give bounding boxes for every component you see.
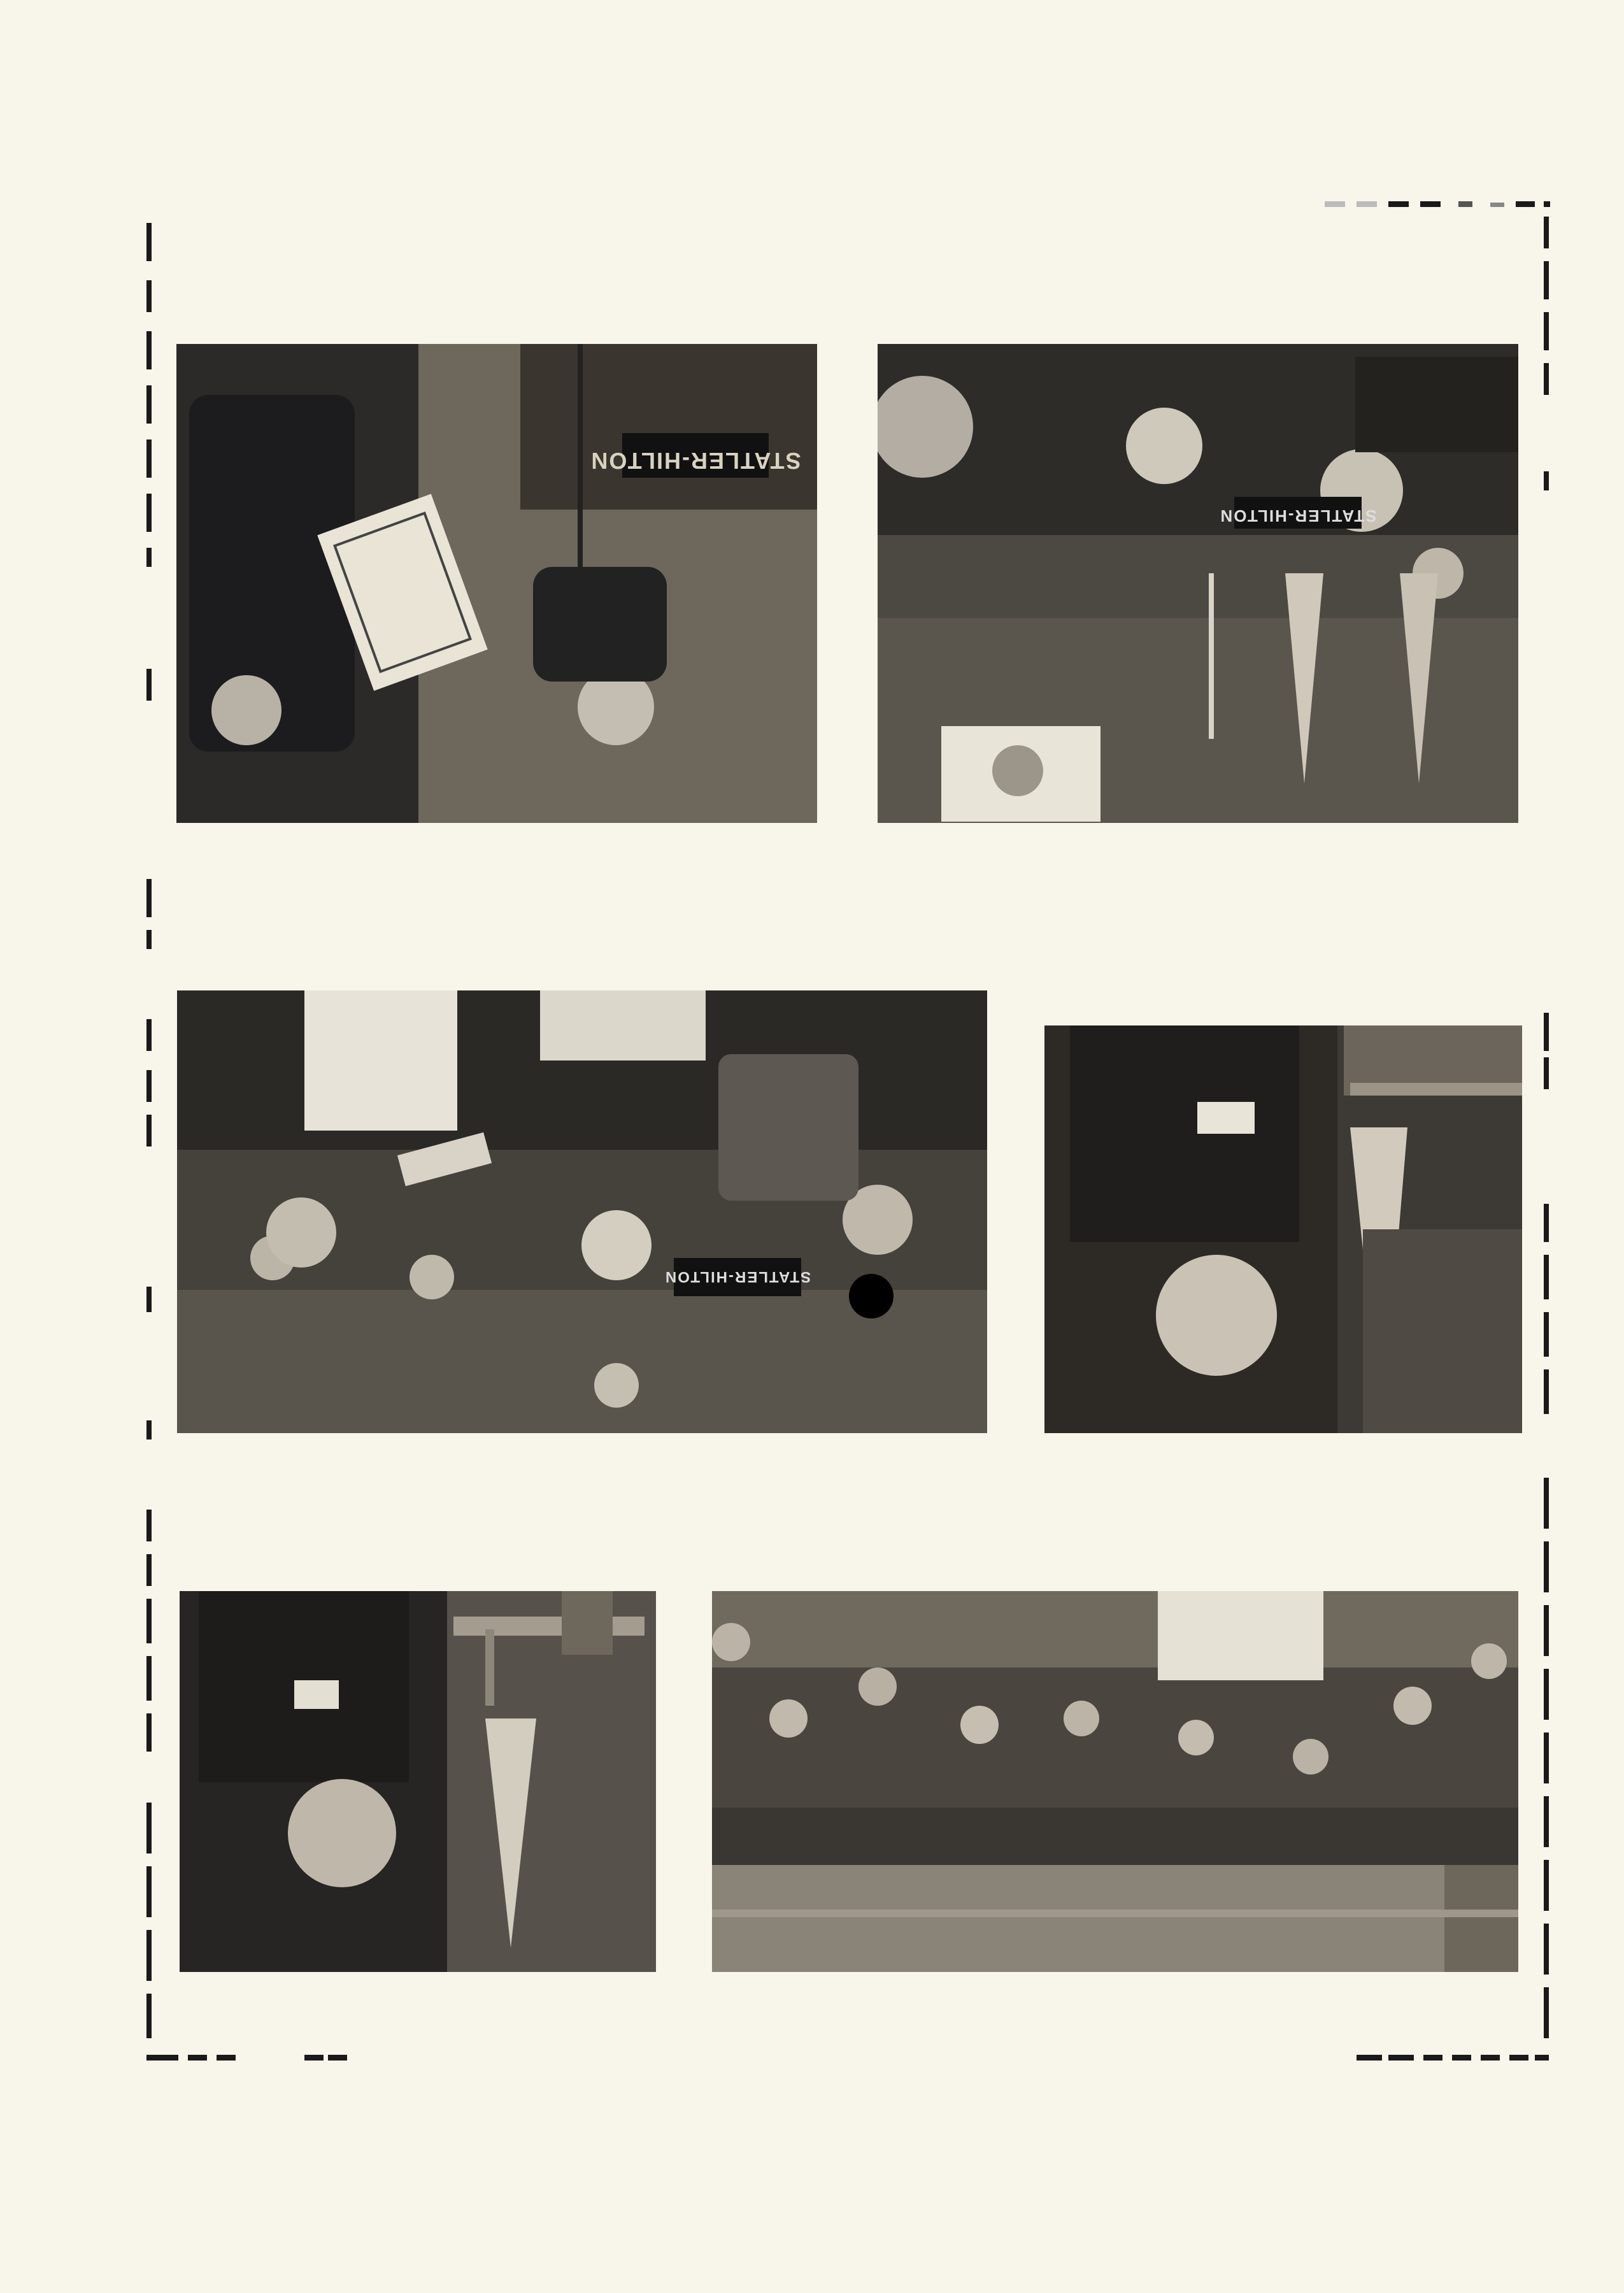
- border-dash: [146, 385, 152, 424]
- border-dash: [1544, 1255, 1549, 1299]
- border-dash: [1420, 201, 1441, 207]
- border-dash: [146, 548, 152, 567]
- border-dash: [1357, 201, 1377, 207]
- border-dash: [328, 2055, 347, 2061]
- border-dash: [1388, 2055, 1414, 2061]
- border-dash: [1325, 201, 1345, 207]
- podium-sign-text: STATLER-HILTON: [1219, 506, 1377, 525]
- border-dash: [146, 1420, 152, 1439]
- border-dash: [1544, 1312, 1549, 1357]
- border-dash: [1423, 2055, 1442, 2061]
- border-dash: [1357, 2055, 1382, 2061]
- border-dash: [1544, 312, 1549, 350]
- border-dash: [1544, 363, 1549, 395]
- border-dash: [146, 1994, 152, 2038]
- border-dash: [146, 1287, 152, 1312]
- border-dash: [146, 223, 152, 261]
- border-dash: [146, 1115, 152, 1146]
- border-dash: [1544, 1796, 1549, 1847]
- photo-man-with-glasses: [1044, 1025, 1522, 1433]
- border-dash: [1544, 1057, 1549, 1089]
- border-dash: [146, 1866, 152, 1917]
- photo-speaker-at-podium: [177, 990, 987, 1433]
- border-dash: [1481, 2055, 1500, 2061]
- border-dash: [146, 331, 152, 369]
- border-dash: [1544, 201, 1550, 207]
- border-dash: [146, 1070, 152, 1102]
- border-dash: [146, 879, 152, 917]
- border-dash: [1544, 1924, 1549, 1975]
- border-dash: [146, 1930, 152, 1981]
- border-dash: [146, 930, 152, 949]
- border-dash: [146, 2055, 178, 2061]
- photo-officer-certificate-presentation: [176, 344, 817, 823]
- border-dash: [1544, 1669, 1549, 1720]
- border-dash: [146, 1713, 152, 1752]
- border-dash: [1544, 1605, 1549, 1656]
- border-dash: [1516, 201, 1535, 207]
- border-dash: [1535, 2055, 1549, 2061]
- border-dash: [217, 2055, 236, 2061]
- border-dash: [1544, 1204, 1549, 1242]
- border-dash: [1490, 203, 1504, 207]
- border-dash: [188, 2055, 207, 2061]
- border-dash: [1452, 2055, 1471, 2061]
- border-dash: [1544, 1478, 1549, 1529]
- border-dash: [1544, 471, 1549, 490]
- border-dash: [1544, 217, 1549, 248]
- border-dash: [146, 1656, 152, 1701]
- border-dash: [146, 1599, 152, 1643]
- border-dash: [146, 494, 152, 532]
- border-dash: [1388, 201, 1409, 207]
- podium-sign-text: STATLER-HILTON: [590, 448, 801, 474]
- border-dash: [1509, 2055, 1528, 2061]
- border-dash: [146, 439, 152, 478]
- border-dash: [1544, 1732, 1549, 1783]
- border-dash: [304, 2055, 324, 2061]
- border-dash: [1544, 1369, 1549, 1414]
- border-dash: [146, 1019, 152, 1051]
- border-dash: [1544, 1541, 1549, 1592]
- photo-man-at-microphone: [180, 1591, 656, 1972]
- border-dash: [146, 1510, 152, 1541]
- border-dash: [1458, 201, 1472, 207]
- photo-banquet-crowd: [712, 1591, 1518, 1972]
- border-dash: [1544, 261, 1549, 299]
- border-dash: [146, 1554, 152, 1586]
- photo-head-table-flags: [878, 344, 1518, 823]
- border-dash: [146, 1803, 152, 1854]
- border-dash: [146, 280, 152, 312]
- border-dash: [1544, 1860, 1549, 1911]
- podium-sign-text: STATLER-HILTON: [664, 1268, 811, 1285]
- border-dash: [146, 669, 152, 701]
- border-dash: [1544, 1013, 1549, 1051]
- border-dash: [1544, 1987, 1549, 2038]
